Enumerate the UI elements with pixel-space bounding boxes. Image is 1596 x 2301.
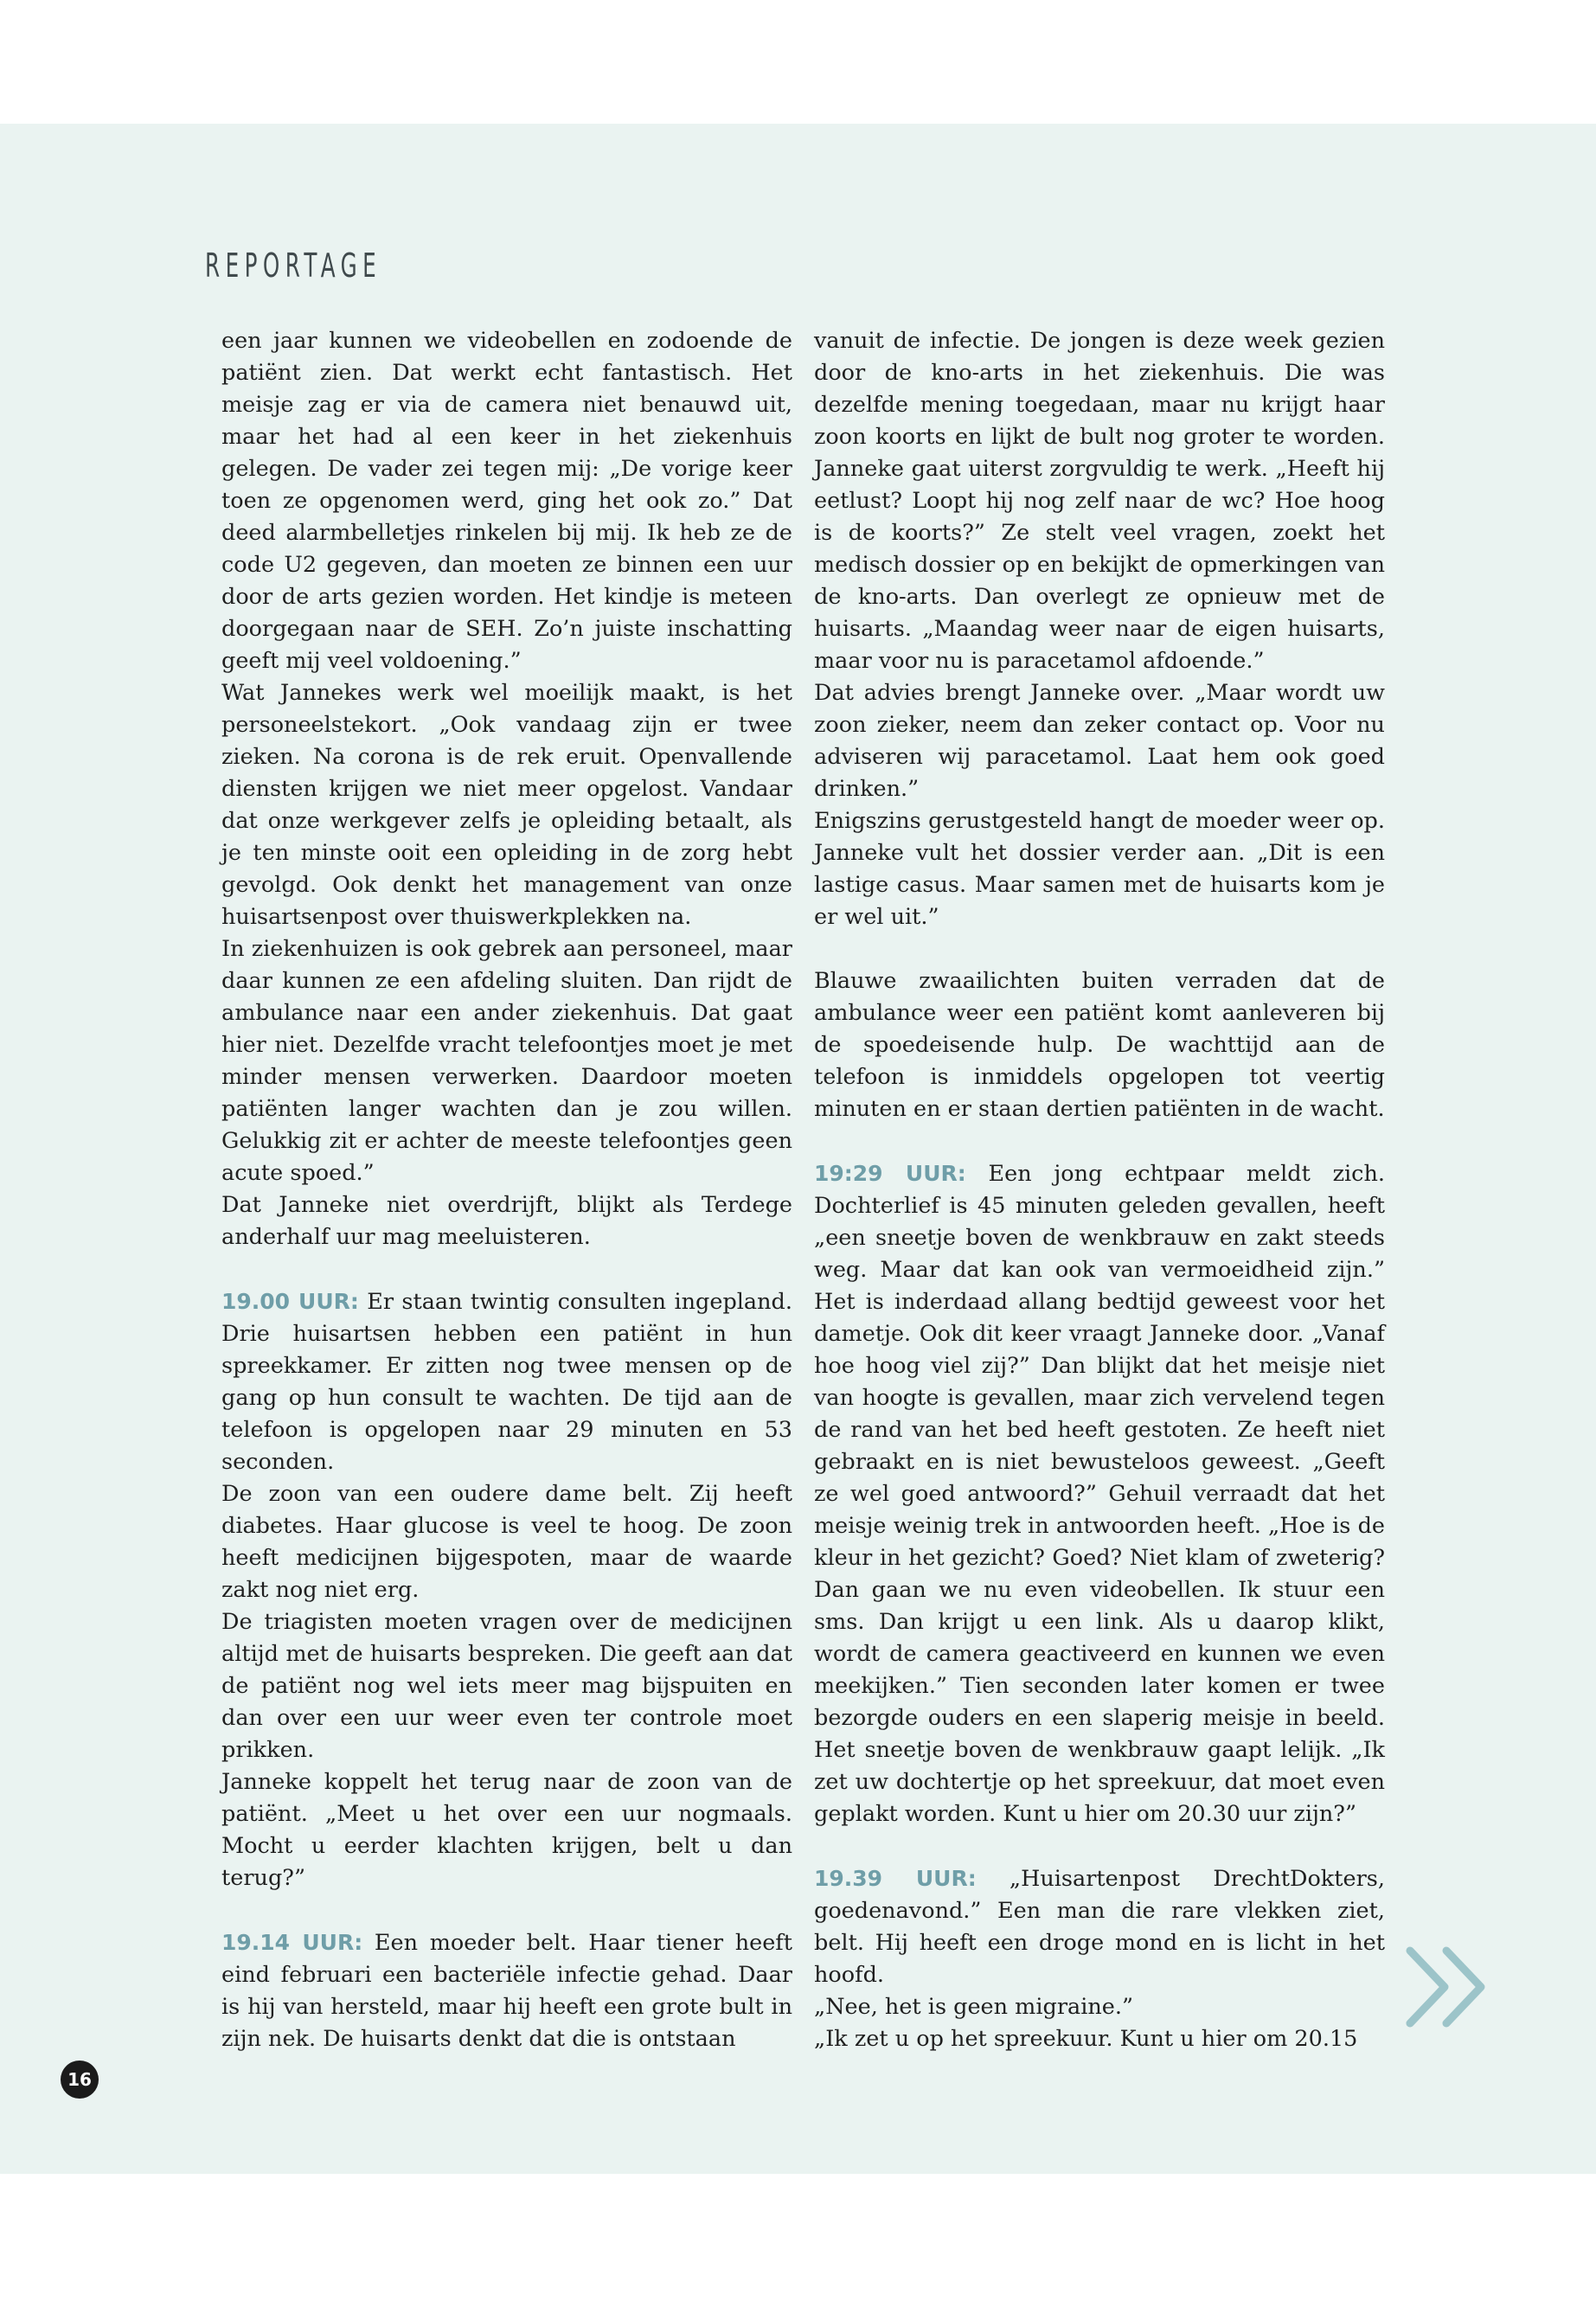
paragraph-text: vanuit de infectie. De jongen is deze week gezien door de kno-arts in het ziekenhuis. Die was dezelfde mening toegedaan, maar nu krijgt haar zoon koorts en lijkt de bult nog groter te worden. Janneke gaat uiterst zorgvuldig te werk. „Heeft hij eetlust? Loopt hij nog zelf naar de wc? Hoe hoog is de koorts?” Ze stelt veel vragen, zoekt het medisch dossier op en bekijkt de opmerkingen van de kno-arts. Dan overlegt ze opnieuw met de huisarts. „Maandag weer naar de eigen huisarts, maar voor nu is paracetamol afdoende.”: [814, 328, 1385, 674]
article-paragraph: [221, 933, 792, 1189]
article-paragraph: [814, 1157, 1385, 1830]
article-paragraph: [814, 1991, 1385, 2023]
article-paragraph: [814, 325, 1385, 677]
timestamp-label: 19:29 UUR:: [814, 1161, 966, 1186]
paragraph-text: Dat advies brengt Janneke over. „Maar wordt uw zoon zieker, neem dan zeker contact op. Voor nu adviseren wij paracetamol. Laat hem ook goed drinken.”: [814, 680, 1385, 802]
article-paragraph: [221, 677, 792, 933]
article-paragraph: [221, 1766, 792, 1894]
article-paragraph: [814, 677, 1385, 805]
paragraph-text: De triagisten moeten vragen over de medicijnen altijd met de huisarts bespreken. Die geeft aan dat de patiënt nog wel iets meer mag bijspuiten en dan over een uur weer even ter controle moet prikken.: [221, 1609, 792, 1763]
article-column-left: [221, 325, 792, 2055]
paragraph-gap: [814, 1125, 1385, 1157]
timestamp-label: 19.00 UUR:: [221, 1289, 359, 1314]
paragraph-text: „Nee, het is geen migraine.”: [814, 1994, 1134, 2020]
paragraph-gap: [221, 1253, 792, 1285]
paragraph-text: Dat Janneke niet overdrijft, blijkt als Terdege anderhalf uur mag meeluisteren.: [221, 1192, 792, 1250]
article-paragraph: [221, 325, 792, 677]
paragraph-text: De zoon van een oudere dame belt. Zij heeft diabetes. Haar glucose is veel te hoog. De zoon heeft medicijnen bijgespoten, maar de waarde zakt nog niet erg.: [221, 1481, 792, 1603]
article-paragraph: [221, 1189, 792, 1253]
paragraph-text: Wat Jannekes werk wel moeilijk maakt, is het personeelstekort. „Ook vandaag zijn er twee zieken. Na corona is de rek eruit. Openvallende diensten krijgen we niet meer opgelost. Vandaar dat onze werkgever zelfs je opleiding betaalt, als je ten minste ooit een opleiding in de zorg hebt gevolgd. Ook denkt het management van onze huisartsenpost over thuiswerkplekken na.: [221, 680, 792, 930]
paragraph-text: Een moeder belt. Haar tiener heeft eind februari een bacteriële infectie gehad. Daar is hij van hersteld, maar hij heeft een grote bult in zijn nek. De huisarts denkt dat die is ontstaan: [221, 1930, 792, 2052]
paragraph-text: Er staan twintig consulten ingepland. Drie huisartsen hebben een patiënt in hun spreekkamer. Er zitten nog twee mensen op de gang op hun consult te wachten. De tijd aan de telefoon is opgelopen naar 29 minuten en 53 seconden.: [221, 1289, 792, 1475]
paragraph-gap: [814, 933, 1385, 965]
timestamp-label: 19.39 UUR:: [814, 1866, 977, 1891]
paragraph-text: Blauwe zwaailichten buiten verraden dat de ambulance weer een patiënt komt aanleveren bij de spoedeisende hulp. De wachttijd aan de telefoon is inmiddels opgelopen tot veertig minuten en er staan dertien patiënten in de wacht.: [814, 968, 1385, 1122]
paragraph-text: Janneke koppelt het terug naar de zoon van de patiënt. „Meet u het over een uur nogmaals. Mocht u eerder klachten krijgen, belt u dan terug?”: [221, 1769, 792, 1891]
article-paragraph: [221, 1606, 792, 1766]
double-chevron-right-icon: [1403, 1944, 1494, 2030]
article-paragraph: [814, 965, 1385, 1125]
paragraph-gap: [221, 1894, 792, 1926]
section-label: REPORTAGE: [205, 247, 382, 285]
paragraph-text: In ziekenhuizen is ook gebrek aan personeel, maar daar kunnen ze een afdeling sluiten. Dan rijdt de ambulance naar een ander ziekenhuis. Dat gaat hier niet. Dezelfde vracht telefoontjes moet je met minder mensen verwerken. Daardoor moeten patiënten langer wachten dan je zou willen. Gelukkig zit er achter de meeste telefoontjes geen acute spoed.”: [221, 936, 792, 1186]
article-paragraph: [814, 2023, 1385, 2055]
paragraph-text: „Ik zet u op het spreekuur. Kunt u hier om 20.15: [814, 2026, 1358, 2052]
article-paragraph: [814, 1862, 1385, 1991]
article-column-right: [814, 325, 1385, 2055]
paragraph-gap: [814, 1830, 1385, 1862]
timestamp-label: 19.14 UUR:: [221, 1930, 363, 1955]
page-number: 16: [61, 2061, 99, 2099]
article-paragraph: [221, 1285, 792, 1478]
paragraph-text: „Huisartenpost DrechtDokters, goedenavond.” Een man die rare vlekken ziet, belt. Hij heeft een droge mond en is licht in het hoofd.: [814, 1866, 1385, 1988]
article-paragraph: [221, 1926, 792, 2055]
article-paragraph: [814, 805, 1385, 933]
paragraph-text: Enigszins gerustgesteld hangt de moeder weer op. Janneke vult het dossier verder aan. „Dit is een lastige casus. Maar samen met de huisarts kom je er wel uit.”: [814, 808, 1385, 930]
article-paragraph: [221, 1478, 792, 1606]
paragraph-text: een jaar kunnen we videobellen en zodoende de patiënt zien. Dat werkt echt fantastisch. Het meisje zag er via de camera niet benauwd uit, maar het had al een keer in het ziekenhuis gelegen. De vader zei tegen mij: „De vorige keer toen ze opgenomen werd, ging het ook zo.” Dat deed alarmbelletjes rinkelen bij mij. Ik heb ze de code U2 gegeven, dan moeten ze binnen een uur door de arts gezien worden. Het kindje is meteen doorgegaan naar de SEH. Zo’n juiste inschatting geeft mij veel voldoening.”: [221, 328, 792, 674]
paragraph-text: Een jong echtpaar meldt zich. Dochterlief is 45 minuten geleden gevallen, heeft „een sneetje boven de wenkbrauw en zakt steeds weg. Maar dat kan ook van vermoeidheid zijn.” Het is inderdaad allang bedtijd geweest voor het dametje. Ook dit keer vraagt Janneke door. „Vanaf hoe hoog viel zij?” Dan blijkt dat het meisje niet van hoogte is gevallen, maar zich vervelend tegen de rand van het bed heeft gestoten. Ze heeft niet gebraakt en is niet bewusteloos geweest. „Geeft ze wel goed antwoord?” Gehuil verraadt dat het meisje weinig trek in antwoorden heeft. „Hoe is de kleur in het gezicht? Goed? Niet klam of zweterig? Dan gaan we nu even videobellen. Ik stuur een sms. Dan krijgt u een link. Als u daarop klikt, wordt de camera geactiveerd en kunnen we even meekijken.” Tien seconden later komen er twee bezorgde ouders en een slaperig meisje in beeld. Het sneetje boven de wenkbrauw gaapt lelijk. „Ik zet uw dochtertje op het spreekuur, dat moet even geplakt worden. Kunt u hier om 20.30 uur zijn?”: [814, 1161, 1385, 1827]
